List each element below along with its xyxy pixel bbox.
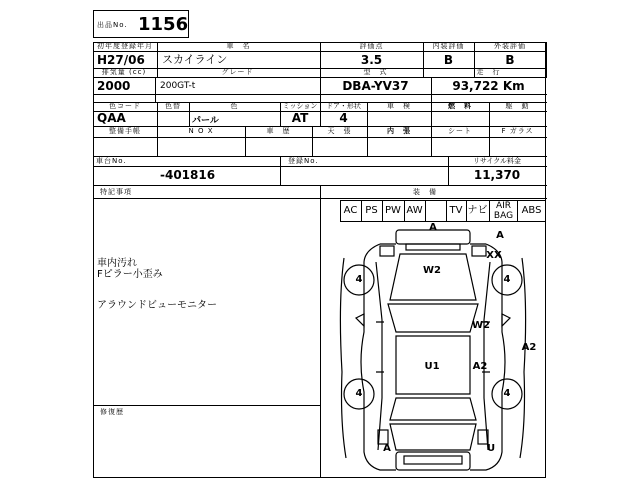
damage-mark-rear-right-door: A2 — [472, 361, 488, 372]
equip-abs: ABS — [521, 205, 542, 216]
doors-value: 4 — [339, 111, 348, 125]
first-reg-value: H27/06 — [97, 53, 145, 67]
color-code-label: 色コード — [109, 102, 141, 110]
seat-label: シート — [448, 127, 472, 135]
interior-label: 内装評価 — [432, 42, 465, 50]
name-value: スカイライン — [162, 53, 228, 66]
mission-value: AT — [291, 111, 309, 125]
equip-ac: AC — [343, 205, 358, 216]
color-label: 色 — [230, 102, 239, 110]
sunroof-label: 天 張 — [327, 127, 352, 135]
equip-ps: PS — [365, 205, 378, 216]
repair-label: 修復歴 — [100, 408, 124, 416]
equip-pw: PW — [385, 205, 401, 216]
remarks-line — [97, 280, 317, 300]
color-type-value: パール — [192, 116, 219, 126]
car-damage-diagram — [320, 222, 546, 478]
mission-label: ミッション — [282, 102, 318, 110]
exterior-value: B — [505, 53, 515, 67]
damage-mark-windshield: W2 — [423, 265, 441, 276]
fuel-label: 燃 料 — [448, 102, 472, 110]
check-label: 車 検 — [387, 102, 411, 110]
color-code-value: QAA — [97, 111, 126, 125]
damage-mark-right-side: A2 — [521, 342, 537, 353]
first-reg-label: 初年度登録年月 — [97, 42, 153, 50]
recycle-value: 11,370 — [473, 168, 521, 182]
nox-label: N O X — [188, 127, 214, 135]
remarks-line: Fピラー小歪み — [97, 269, 163, 280]
damage-mark-roof: U1 — [424, 361, 440, 372]
equipment-label: 装 備 — [413, 188, 437, 196]
lot-box — [93, 10, 189, 38]
remarks-label: 特記事項 — [100, 188, 132, 196]
damage-mark-front-right: A — [496, 230, 504, 241]
model-value: DBA-YV37 — [342, 79, 409, 93]
displacement-value: 2000 — [97, 79, 131, 93]
drive-label: 駆 動 — [505, 102, 530, 110]
remarks-line: 車内汚れ — [97, 258, 137, 269]
damage-mark-rear-left: A — [383, 443, 391, 454]
interior-value: B — [443, 53, 454, 67]
damage-mark-wheel-fl: 4 — [355, 274, 363, 285]
displacement-label: 排気量 (cc) — [101, 68, 147, 76]
damage-mark-right-glass: W2 — [472, 320, 490, 331]
damage-mark-wheel-rr: 4 — [503, 388, 511, 399]
score-value: 3.5 — [360, 53, 383, 67]
remarks-line: アラウンドビューモニター — [97, 300, 217, 311]
chassis-value: -401816 — [160, 168, 216, 182]
equip-navi: ナビ — [467, 205, 488, 216]
damage-mark-wheel-fr: 4 — [503, 274, 511, 285]
mileage-value: 93,722 Km — [452, 79, 525, 93]
grade-value: 200GT-t — [160, 81, 196, 91]
damage-mark-wheel-rl: 4 — [355, 388, 363, 399]
history-label: 車 歴 — [266, 127, 291, 135]
equip-airbag: AIR BAG — [493, 201, 514, 221]
equip-tv: TV — [449, 205, 463, 216]
reg-label: 登録No. — [288, 157, 319, 165]
doors-label: ドア・形状 — [326, 102, 361, 110]
exterior-label: 外装評価 — [494, 42, 526, 50]
lot-number: 1156 — [138, 14, 189, 35]
manual-label: 整備手帳 — [109, 127, 141, 135]
remarks-lines — [97, 258, 317, 311]
damage-mark-fender-right: XX — [486, 250, 502, 261]
lot-label: 出品No. — [97, 21, 128, 29]
chassis-label: 車台No. — [96, 157, 127, 165]
recycle-label: リサイクル料金 — [472, 157, 522, 165]
color-type-label: 色替 — [165, 102, 181, 110]
f-glass-label: F ガラス — [501, 127, 534, 135]
damage-mark-front-bumper: A — [429, 222, 437, 233]
equip-aw: AW — [406, 205, 423, 216]
upholstery-label: 内 張 — [387, 127, 411, 135]
name-label: 車 名 — [226, 42, 251, 50]
grade-label: グレード — [221, 68, 254, 76]
model-label: 型 式 — [363, 68, 388, 76]
score-label: 評価点 — [359, 42, 384, 50]
damage-mark-rear-right: U — [486, 443, 496, 454]
mileage-label: 走 行 — [476, 68, 501, 76]
